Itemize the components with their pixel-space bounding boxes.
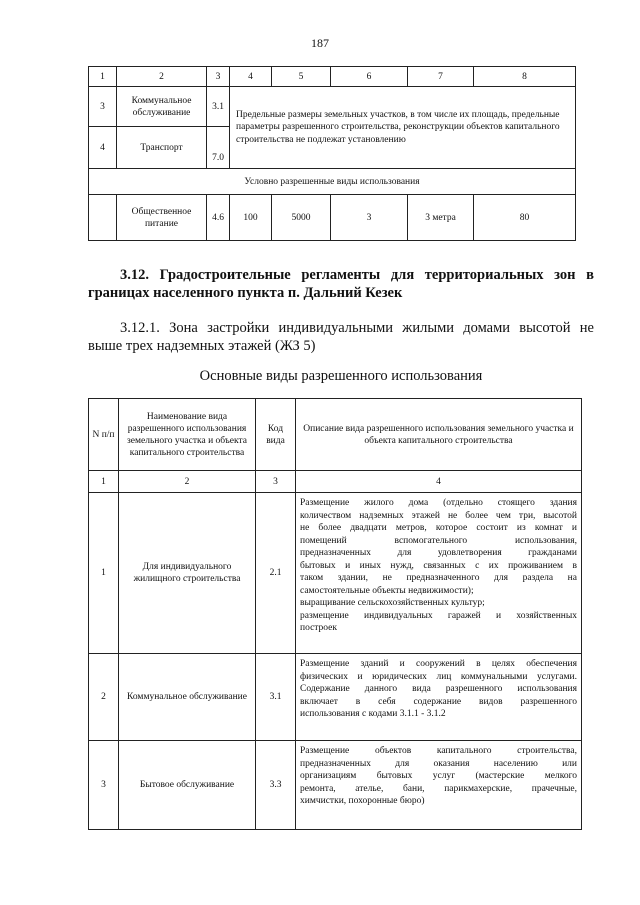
header-description: Описание вида разрешенного использования земельного участка и объекта капитального строительства <box>296 399 582 471</box>
column-index: 3 <box>256 471 296 493</box>
column-index: 1 <box>89 471 119 493</box>
use-type-code: 4.6 <box>207 195 230 241</box>
use-type-name: Для индивидуального жилищного строительства <box>119 493 256 654</box>
description-line: Размещение жилого дома (отдельно стоящего здания <box>300 498 577 508</box>
description-line: включает в себя содержание видов разрешенного <box>300 696 577 707</box>
description-line: ремонта, ателье, бани, парикмахерские, прачечные, <box>300 783 577 794</box>
use-type-code: 3.1 <box>256 654 296 741</box>
zone-heading <box>88 319 594 355</box>
column-index: 2 <box>119 471 256 493</box>
section-heading <box>88 266 594 302</box>
section-heading-line: 3.12. Градостроительные регламенты для территориальных зон в <box>120 267 594 283</box>
row-number: 2 <box>89 654 119 741</box>
use-type-code: 3.1 <box>207 87 230 127</box>
page-number: 187 <box>311 36 329 50</box>
column-index: 7 <box>408 67 474 87</box>
table-row <box>89 87 576 127</box>
column-index-row <box>89 67 576 87</box>
description-line: помещений вспомогательного использования, <box>300 535 577 546</box>
use-type-name: Транспорт <box>117 127 207 169</box>
row-number: 1 <box>89 493 119 654</box>
header-number: N п/п <box>89 399 119 471</box>
description-line: выращивание сельскохозяйственных культур; <box>300 598 485 608</box>
column-index: 5 <box>272 67 331 87</box>
column-index: 4 <box>230 67 272 87</box>
merged-description-cell: Предельные размеры земельных участков, в том числе их площадь, предельные параметры разрешенного строительства, реконструкции объектов капитального строительства не подлежат установлению <box>230 87 576 169</box>
description-line: самостоятельные объекты недвижимости); <box>300 585 474 596</box>
column-index: 1 <box>89 67 117 87</box>
header-name: Наименование вида разрешенного использования земельного участка и объекта капитального строительства <box>119 399 256 471</box>
use-type-description <box>296 654 582 741</box>
table-row <box>89 654 582 741</box>
description-line: физических и юридических лиц коммунальными услугами. <box>300 671 577 682</box>
table-row <box>89 195 576 241</box>
zone-heading-line: выше трех надземных этажей (ЖЗ 5) <box>88 338 316 354</box>
use-type-name: Общественное питание <box>117 195 207 241</box>
description-line: Содержание данного вида разрешенного использования <box>300 684 577 694</box>
description-line: количеством надземных этажей не более чем три, высотой <box>300 510 577 521</box>
description-line: предназначенных для удовлетворения гражданами <box>300 548 577 558</box>
row-number <box>89 195 117 241</box>
row-number: 3 <box>89 87 117 127</box>
description-line: Размещение объектов капитального строительства, <box>300 746 577 756</box>
description-line: таком здании, не предназначенного для раздела на <box>300 573 577 583</box>
use-type-code: 3.3 <box>256 741 296 830</box>
description-line: бытовых и иных нужд, связанных с их проживанием в <box>300 560 577 571</box>
column-index: 8 <box>474 67 576 87</box>
use-type-code: 7.0 <box>207 127 230 169</box>
row-number: 4 <box>89 127 117 169</box>
column-index-row <box>89 471 582 493</box>
description-line: не более двадцати метров, которое состоит из комнат и <box>300 523 577 533</box>
use-type-name: Бытовое обслуживание <box>119 741 256 830</box>
row-number: 3 <box>89 741 119 830</box>
description-line: построек <box>300 623 338 633</box>
conditional-section-header: Условно разрешенные виды использования <box>89 169 576 195</box>
table-row <box>89 741 582 830</box>
description-line: размещение индивидуальных гаражей и хозяйственных <box>300 610 577 621</box>
permitted-use-parameters-table <box>88 66 576 241</box>
header-code: Код вида <box>256 399 296 471</box>
table-row <box>89 493 582 654</box>
use-type-name: Коммунальное обслуживание <box>119 654 256 741</box>
column-index: 2 <box>117 67 207 87</box>
description-line: химчистки, похоронные бюро) <box>300 796 425 806</box>
column-index: 3 <box>207 67 230 87</box>
column-index: 6 <box>331 67 408 87</box>
table-header-row <box>89 399 582 471</box>
conditional-section-row <box>89 169 576 195</box>
zone-heading-line: 3.12.1. Зона застройки индивидуальными жилыми домами высотой не <box>120 320 594 336</box>
description-line: использования с кодами 3.1.1 - 3.1.2 <box>300 709 446 719</box>
column-index: 4 <box>296 471 582 493</box>
main-permitted-uses-table <box>88 398 582 830</box>
description-line: организациям бытовых услуг (мастерские мелкого <box>300 771 577 781</box>
table-caption: Основные виды разрешенного использования <box>199 368 483 384</box>
use-type-description <box>296 741 582 830</box>
parameter-value: 5000 <box>272 195 331 241</box>
parameter-value: 3 метра <box>408 195 474 241</box>
use-type-code: 2.1 <box>256 493 296 654</box>
parameter-value: 80 <box>474 195 576 241</box>
use-type-description <box>296 493 582 654</box>
description-line: Размещение зданий и сооружений в целях обеспечения <box>300 659 577 669</box>
use-type-name: Коммунальное обслуживание <box>117 87 207 127</box>
parameter-value: 3 <box>331 195 408 241</box>
parameter-value: 100 <box>230 195 272 241</box>
section-heading-line: границах населенного пункта п. Дальний Кезек <box>88 285 403 301</box>
description-line: предназначенных для оказания населению или <box>300 758 577 769</box>
